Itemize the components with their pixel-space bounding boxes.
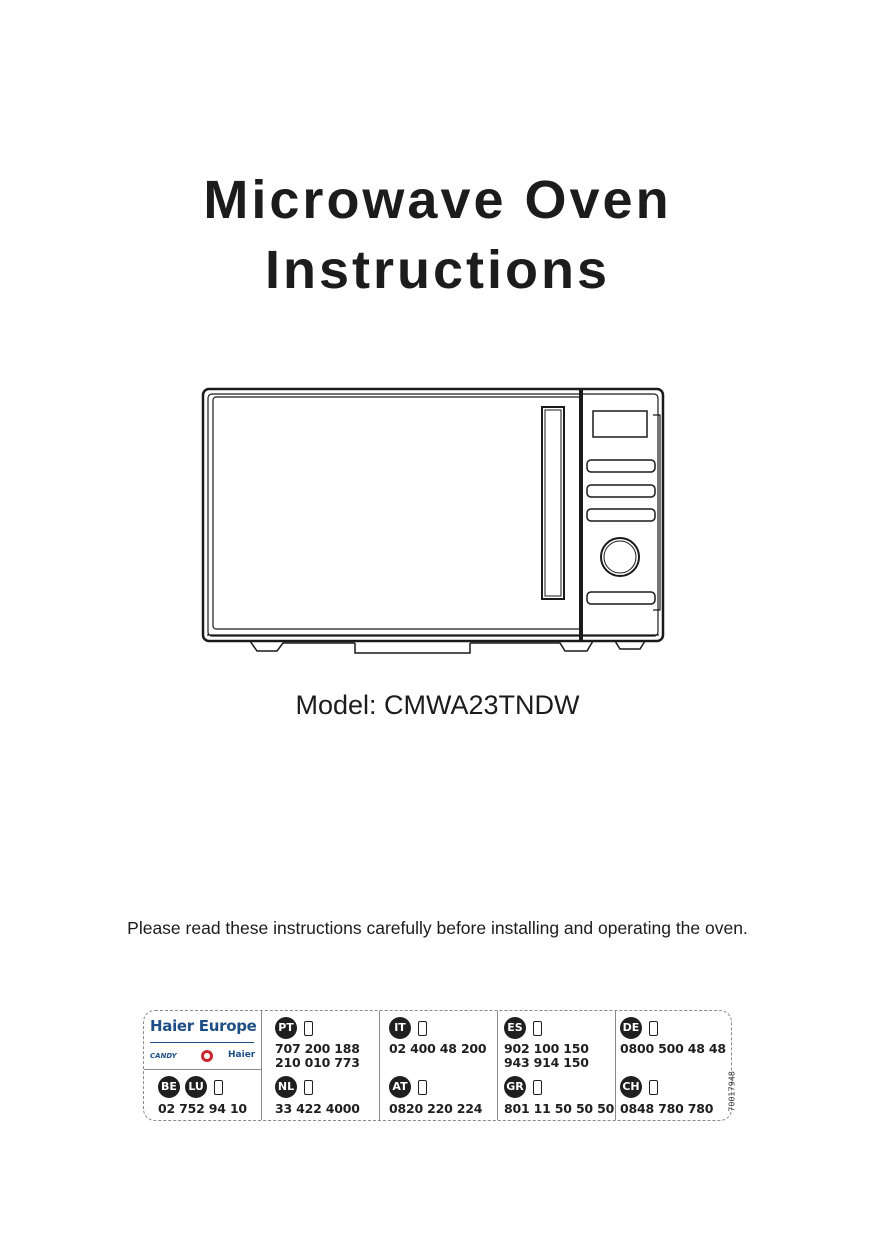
country-badge-at: AT (389, 1076, 411, 1098)
phone-number: 33 422 4000 (275, 1101, 360, 1116)
country-badge-it: IT (389, 1017, 411, 1039)
document-number: 70017948 (728, 1071, 737, 1112)
phone-number: 801 11 50 50 50 (504, 1101, 615, 1116)
oven-body (203, 389, 663, 641)
model-number: Model: CMWA23TNDW (295, 690, 580, 720)
phone-number: 0800 500 48 48 (620, 1041, 726, 1056)
candy-logo: CANDY (150, 1052, 177, 1060)
contact-de (620, 1017, 726, 1056)
display-window (593, 411, 647, 437)
control-button (587, 509, 655, 521)
control-button (587, 592, 655, 604)
control-button (587, 460, 655, 472)
country-badge-de: DE (620, 1017, 642, 1039)
title-line-2: Instructions (264, 240, 611, 300)
dial-knob (601, 538, 639, 576)
title-line-1: Microwave Oven (203, 170, 672, 230)
oven-door (213, 397, 581, 629)
read-instructions-notice: Please read these instructions carefully before installing and operating the oven. (127, 918, 748, 938)
phone-icon (533, 1021, 542, 1036)
contact-es (504, 1017, 589, 1070)
phone-number: 02 752 94 10 (158, 1101, 247, 1116)
phone-icon (418, 1021, 427, 1036)
phone-number: 943 914 150 (504, 1055, 589, 1070)
contact-ch (620, 1076, 713, 1116)
contact-at (389, 1076, 482, 1116)
phone-icon (304, 1021, 313, 1036)
contact-be-lu (158, 1076, 247, 1116)
haier-logo: Haier (228, 1050, 256, 1060)
phone-icon (649, 1021, 658, 1036)
contact-it (389, 1017, 486, 1056)
hoover-logo-icon (200, 1049, 214, 1063)
contact-nl (275, 1076, 360, 1116)
phone-icon (533, 1080, 542, 1095)
phone-icon (214, 1080, 223, 1095)
country-badge-nl: NL (275, 1076, 297, 1098)
phone-number: 0848 780 780 (620, 1101, 714, 1116)
country-badge-es: ES (504, 1017, 526, 1039)
microwave-oven-illustration (195, 385, 670, 665)
country-badge-be: BE (158, 1076, 180, 1098)
phone-number: 707 200 188 (275, 1041, 360, 1056)
phone-number: 210 010 773 (275, 1055, 360, 1070)
contact-pt (275, 1017, 360, 1070)
haier-europe-logo: Haier Europe (150, 1017, 257, 1035)
service-contact-box (143, 1010, 737, 1121)
phone-icon (418, 1080, 427, 1095)
country-badge-gr: GR (504, 1076, 526, 1098)
country-badge-ch: CH (620, 1076, 642, 1098)
phone-number: 02 400 48 200 (389, 1041, 487, 1056)
country-badge-lu: LU (185, 1076, 207, 1098)
phone-icon (304, 1080, 313, 1095)
control-button (587, 485, 655, 497)
phone-number: 0820 220 224 (389, 1101, 483, 1116)
phone-number: 902 100 150 (504, 1041, 589, 1056)
country-badge-pt: PT (275, 1017, 297, 1039)
contact-gr (504, 1076, 614, 1116)
phone-icon (649, 1080, 658, 1095)
